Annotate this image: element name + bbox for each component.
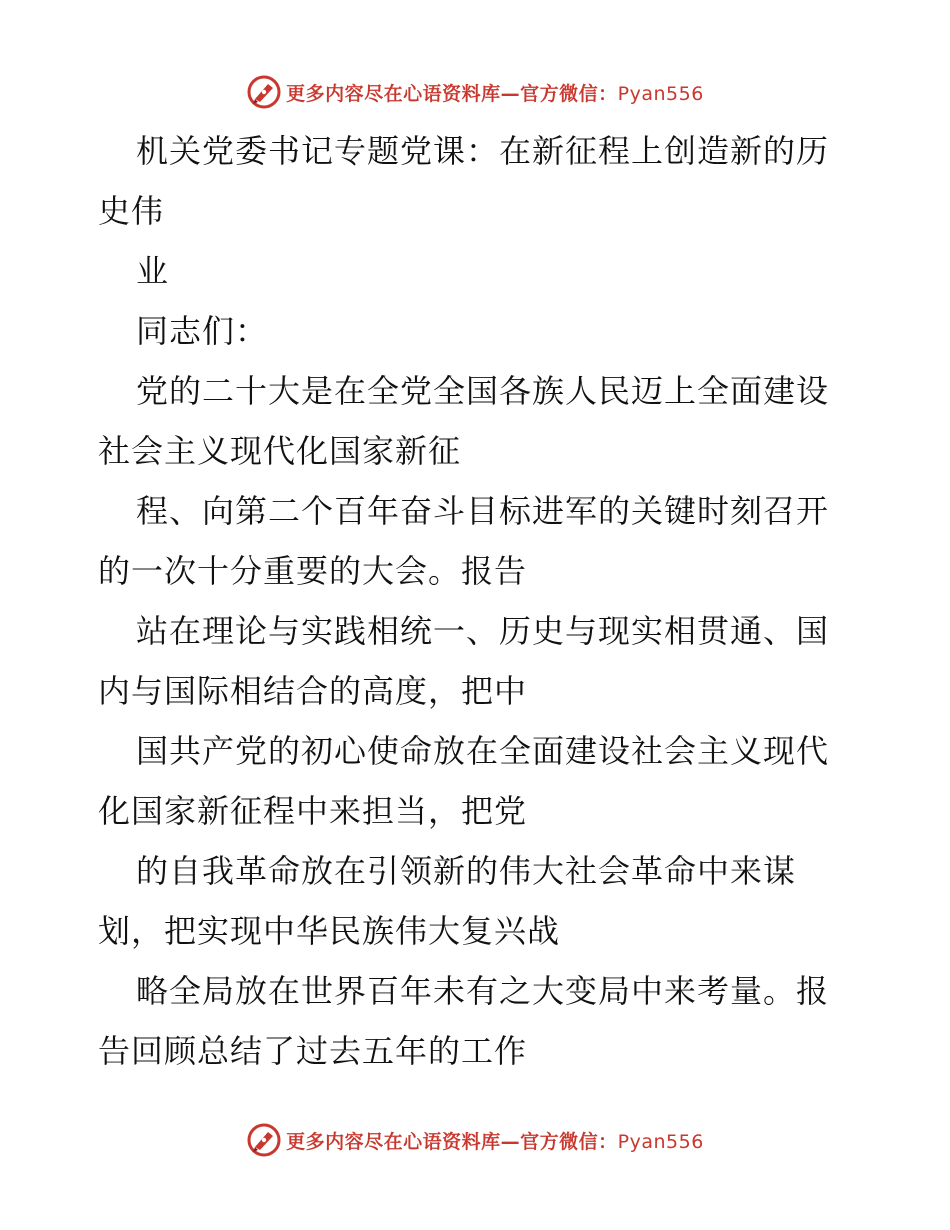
text-line: 内与国际相结合的高度，把中 — [98, 672, 528, 710]
text-line: 告回顾总结了过去五年的工作 — [98, 1032, 528, 1070]
watermark-text: 更多内容尽在心语资料库—官方微信：Pyan556 — [286, 82, 704, 105]
header-watermark — [0, 72, 950, 112]
text-line: 党的二十大是在全党全国各族人民迈上全面建设 — [136, 372, 830, 410]
text-line: 业 — [136, 252, 170, 290]
footer-watermark — [0, 1120, 950, 1160]
pen-logo-icon — [246, 1122, 282, 1158]
text-line: 社会主义现代化国家新征 — [98, 432, 462, 470]
text-line: 史伟 — [98, 192, 165, 230]
pen-logo-icon — [246, 74, 282, 110]
watermark-text: 更多内容尽在心语资料库—官方微信：Pyan556 — [286, 1130, 704, 1153]
text-line: 程、向第二个百年奋斗目标进军的关键时刻召开 — [136, 492, 830, 530]
text-line: 化国家新征程中来担当，把党 — [98, 792, 528, 830]
text-line: 的自我革命放在引领新的伟大社会革命中来谋 — [136, 852, 797, 890]
text-line: 站在理论与实践相统一、历史与现实相贯通、国 — [136, 612, 830, 650]
text-line: 同志们： — [136, 312, 269, 350]
text-line: 国共产党的初心使命放在全面建设社会主义现代 — [136, 732, 830, 770]
text-line: 机关党委书记专题党课：在新征程上创造新的历 — [136, 132, 830, 170]
text-line: 的一次十分重要的大会。报告 — [98, 552, 528, 590]
text-line: 划，把实现中华民族伟大复兴战 — [98, 912, 561, 950]
document-body — [98, 121, 858, 1081]
text-line: 略全局放在世界百年未有之大变局中来考量。报 — [136, 972, 830, 1010]
